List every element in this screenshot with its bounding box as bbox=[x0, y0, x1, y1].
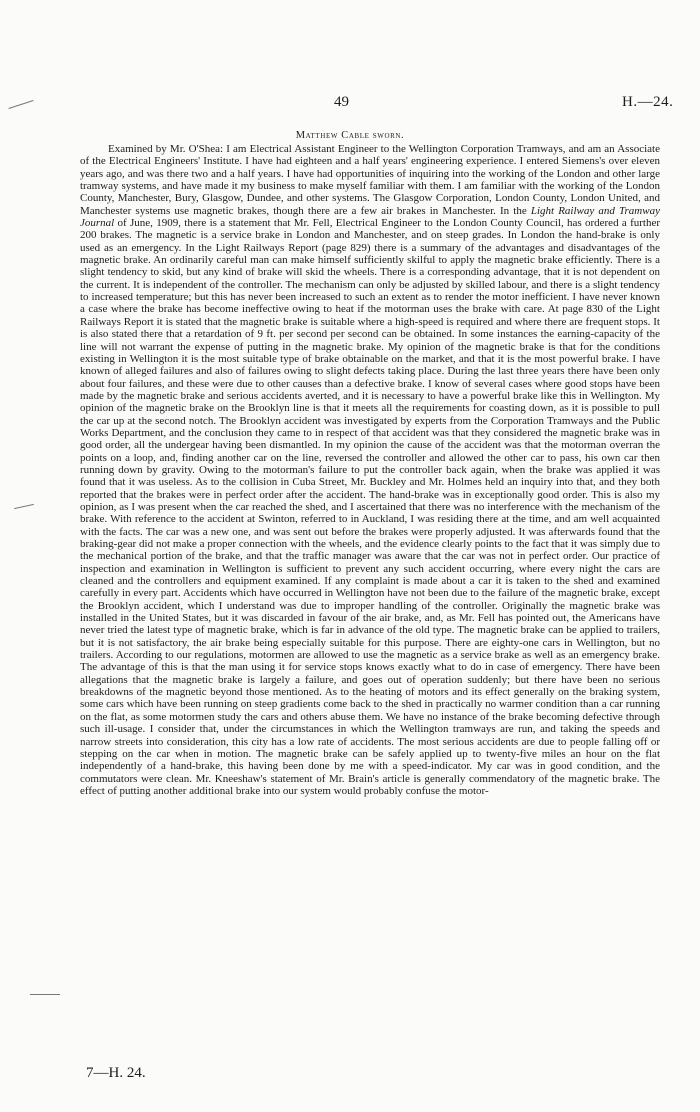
witness-heading: Matthew Cable sworn. bbox=[295, 130, 405, 141]
testimony-text-part-2: of June, 1909, there is a statement that Mr. Fell, Electrical Engineer to the London County Council, has ordered a further 200 brakes. The magnetic is a service brake in London and Manchester, and on steep grades. In London the hand-brake is only used as an emergency. In the Light Railways Report (page 829) there is a summary of the advantages and disadvantages of the magnetic brake. An ordinarily careful man can make himself sufficiently skilful to apply the magnetic brake efficiently. There is a slight tendency to skid, but any kind of brake will skid the wheels. There is a corresponding advantage, that it is not dependent on the current. It is independent of the controller. The mechanism can only be adjusted by skilled labour, and there is a slight tendency to increased temperature; but this has never been increased to such an extent as to render the motor inefficient. I have never known a case where the brake has become ineffective owing to heat if the motorman uses the brake with care. At page 830 of the Light Railways Report it is stated that the magnetic brake is suitable where a high-speed is required and where there are frequent stops. It is also stated there that a retardation of 9 ft. per second per second can be obtained. In some instances the earning-capacity of the line will not warrant the expense of putting in the magnetic brake. My opinion of the magnetic brake is that for the conditions existing in Wellington it is the most suitable type of brake obtainable on the market, and that it is the most powerful brake. I have known of alleged failures and also of failures owing to slight defects taking place. During the last three years there have been only about four failures, and these were due to other causes than a defective brake. I know of several cases where good stops have been made by the magnetic brake and serious accidents averted, and it is necessary to have a powerful brake like this in Wellington. My opinion of the magnetic brake on the Brooklyn line is that it meets all the requirements for coasting down, as it is possible to pull the car up at the second notch. The Brooklyn accident was investigated by experts from the Corporation Tramways and the Public Works Department, and the conclusion they came to in respect of that accident was that they considered the magnetic brake was in good order, all the undergear having been dismantled. In my opinion the cause of the accident was that the motorman overran the points on a loop, and, finding another car on the line, reversed the controller and allowed the other car to pass, his own car then running down by gravity. Owing to the motorman's failure to put the controller back again, when the brake was applied it was found that it was useless. As to the collision in Cuba Street, Mr. Buckley and Mr. Holmes held an inquiry into that, and they both reported that the brakes were in perfect order after the accident. The hand-brake was in exceptionally good order. This is also my opinion, as I was present when the car reached the shed, and I ascertained that there was no interference with the mechanism of the brake. With reference to the accident at Swinton, referred to in Auckland, I was residing there at the time, and am well acquainted with the facts. The car was a new one, and was sent out before the brakes were properly adjusted. It was afterwards found that the braking-gear did not make a proper connection with the wheels, and the evidence clearly points to the fact that it was simply due to the mechanical portion of the brake, and that the traffic manager was aware that the car was not in perfect order. Our practice of inspection and examination in Wellington is sufficient to prevent any such accident occurring, where every night the cars are cleaned and the controllers and equipment examined. If any complaint is made about a car it is taken to the shed and examined carefully in every part. Accidents which have occurred in Wellington have not been due to the failure of the magnetic brake, except the Brooklyn accident, which I understand was due to improper handling of the controller. Originally the magnetic brake was installed in the United States, but it was discarded in favour of the air brake, and, as Mr. Fell has pointed out, the Americans have never tried the latest type of magnetic brake, which is far in advance of the old type. The magnetic brake can be applied to trailers, but it is not satisfactory, the air brake being especially suitable for this purpose. There are eighty-one cars in Wellington, but no trailers. According to our regulations, motormen are allowed to use the magnetic as a service brake as well as an emergency brake. The advantage of this is that the man using it for service stops knows exactly what to do in case of emergency. There have been allegations that the magnetic brake is largely a failure, and goes out of operation suddenly; but there have been no serious breakdowns of the magnetic beyond those mentioned. As to the heating of motors and its effect generally on the braking system, some cars which have been running on steep gradients come back to the shed in practically no warmer condition than a car running on the flat, as some motormen study the cars and others abuse them. We have no instance of the brake becoming defective through such ill-usage. I consider that, under the circumstances in which the Wellington tramways are run, and taking the speeds and narrow streets into consideration, this city has a low rate of accidents. The most serious accidents are due to people falling off or stepping on the car when in motion. The magnetic brake can be safely applied up to twenty-five miles an hour on the flat independently of a hand-brake, this having been done by me with a speed-indicator. My car was in good condition, and the commutators were clean. Mr. Kneeshaw's statement of Mr. Brain's article is generally commendatory of the magnetic brake. The effect of putting another additional brake into our system would probably confuse the motor- bbox=[80, 217, 660, 797]
document-reference: H.—24. bbox=[622, 94, 674, 110]
signature-mark: 7—H. 24. bbox=[86, 1065, 146, 1081]
page-header bbox=[0, 94, 700, 114]
testimony-text-part-1: Examined by Mr. O'Shea: I am Electrical Assistant Engineer to the Wellington Corporation Tramways, and am an Associate of the Electrical Engineers' Institute. I have had eighteen and a half years' engineering experience. I entered Siemens's over eleven years ago, and was there two and a half years. I have had opportunities of inquiring into the working of the London and other large tramway systems, and have made it my business to make myself familiar with them. I am familiar with the working of the London County, Manchester, Bury, Glasgow, Dundee, and other systems. The Glasgow Corporation, London County, London United, and Manchester systems use magnetic brakes, though there are a few air brakes in Manchester. In the bbox=[80, 143, 660, 217]
page-number: 49 bbox=[334, 94, 349, 110]
margin-mark-middle bbox=[14, 504, 34, 509]
margin-mark-bottom bbox=[30, 994, 60, 995]
testimony-paragraph bbox=[80, 143, 660, 797]
testimony-body bbox=[80, 143, 660, 797]
journal-title: Light Railway and Tramway Journal bbox=[80, 204, 660, 230]
